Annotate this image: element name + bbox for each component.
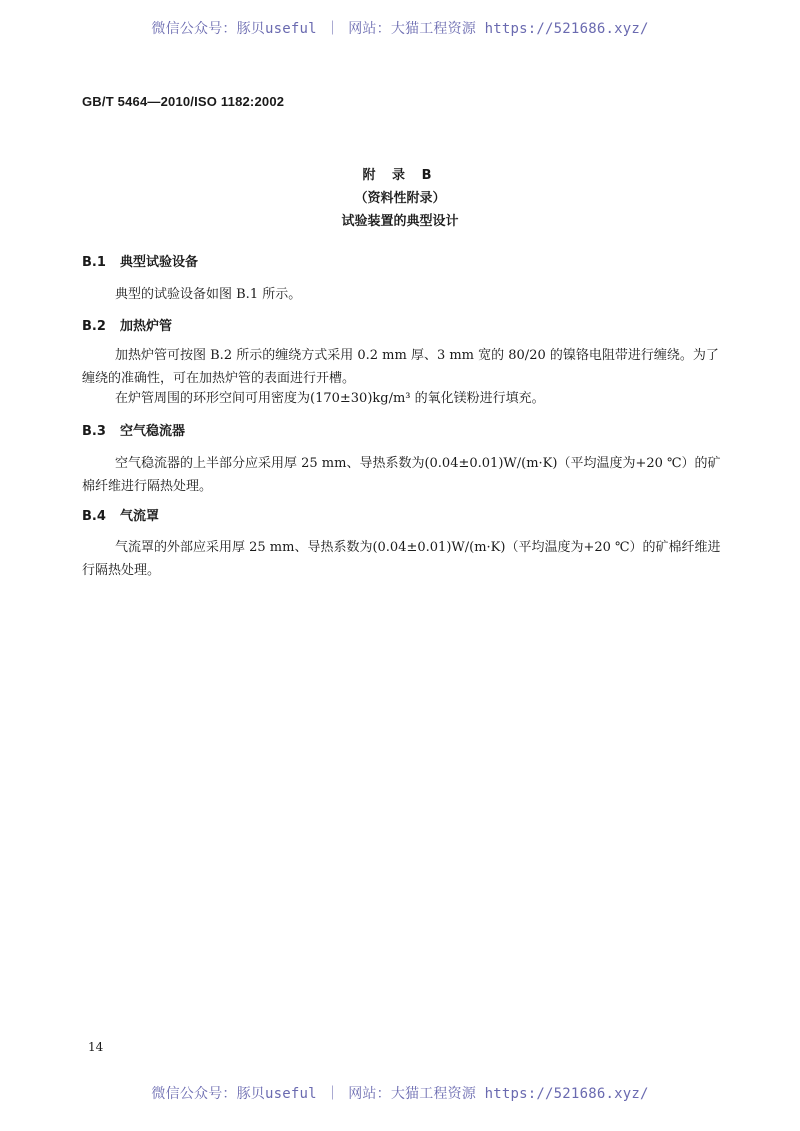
section-title: 气流罩 — [120, 509, 160, 524]
section-number: B.2 — [82, 319, 106, 334]
section-heading-b2 — [82, 315, 172, 334]
section-number: B.1 — [82, 255, 106, 270]
section-number: B.4 — [82, 509, 106, 524]
section-title: 空气稳流器 — [120, 424, 186, 439]
standard-code: GB/T 5464—2010/ISO 1182:2002 — [82, 94, 285, 109]
annex-title: 试验装置的典型设计 — [341, 214, 459, 229]
annex-label: 附 录 B — [362, 168, 438, 183]
paragraph-b1: 典型的试验设备如图 B.1 所示。 — [115, 287, 302, 302]
section-heading-b3 — [82, 420, 185, 439]
paragraph-b3: 空气稳流器的上半部分应采用厚 25 mm、导热系数为(0.04±0.01)W/(m·K)（平均温度为+20 ℃）的矿棉纤维进行隔热处理。 — [82, 456, 721, 494]
annex-nature: （资料性附录） — [354, 191, 446, 206]
section-number: B.3 — [82, 424, 106, 439]
section-heading-b4 — [82, 505, 159, 524]
section-title: 典型试验设备 — [120, 255, 199, 270]
paragraph-b4: 气流罩的外部应采用厚 25 mm、导热系数为(0.04±0.01)W/(m·K)（平均温度为+20 ℃）的矿棉纤维进行隔热处理。 — [82, 540, 721, 578]
paragraph-b2-1: 加热炉管可按图 B.2 所示的缠绕方式采用 0.2 mm 厚、3 mm 宽的 80/20 的镍铬电阻带进行缠绕。为了缠绕的准确性，可在加热炉管的表面进行开槽。 — [82, 348, 719, 386]
section-title: 加热炉管 — [120, 319, 173, 334]
watermark-top: 微信公众号：豚贝useful ｜ 网站：大猫工程资源 https://521686.xyz/ — [151, 21, 649, 37]
paragraph-b2-2: 在炉管周围的环形空间可用密度为(170±30)kg/m³ 的氧化镁粉进行填充。 — [115, 391, 545, 406]
section-heading-b1 — [82, 251, 198, 270]
page-number: 14 — [88, 1040, 104, 1054]
watermark-bottom: 微信公众号：豚贝useful ｜ 网站：大猫工程资源 https://521686.xyz/ — [151, 1086, 649, 1102]
